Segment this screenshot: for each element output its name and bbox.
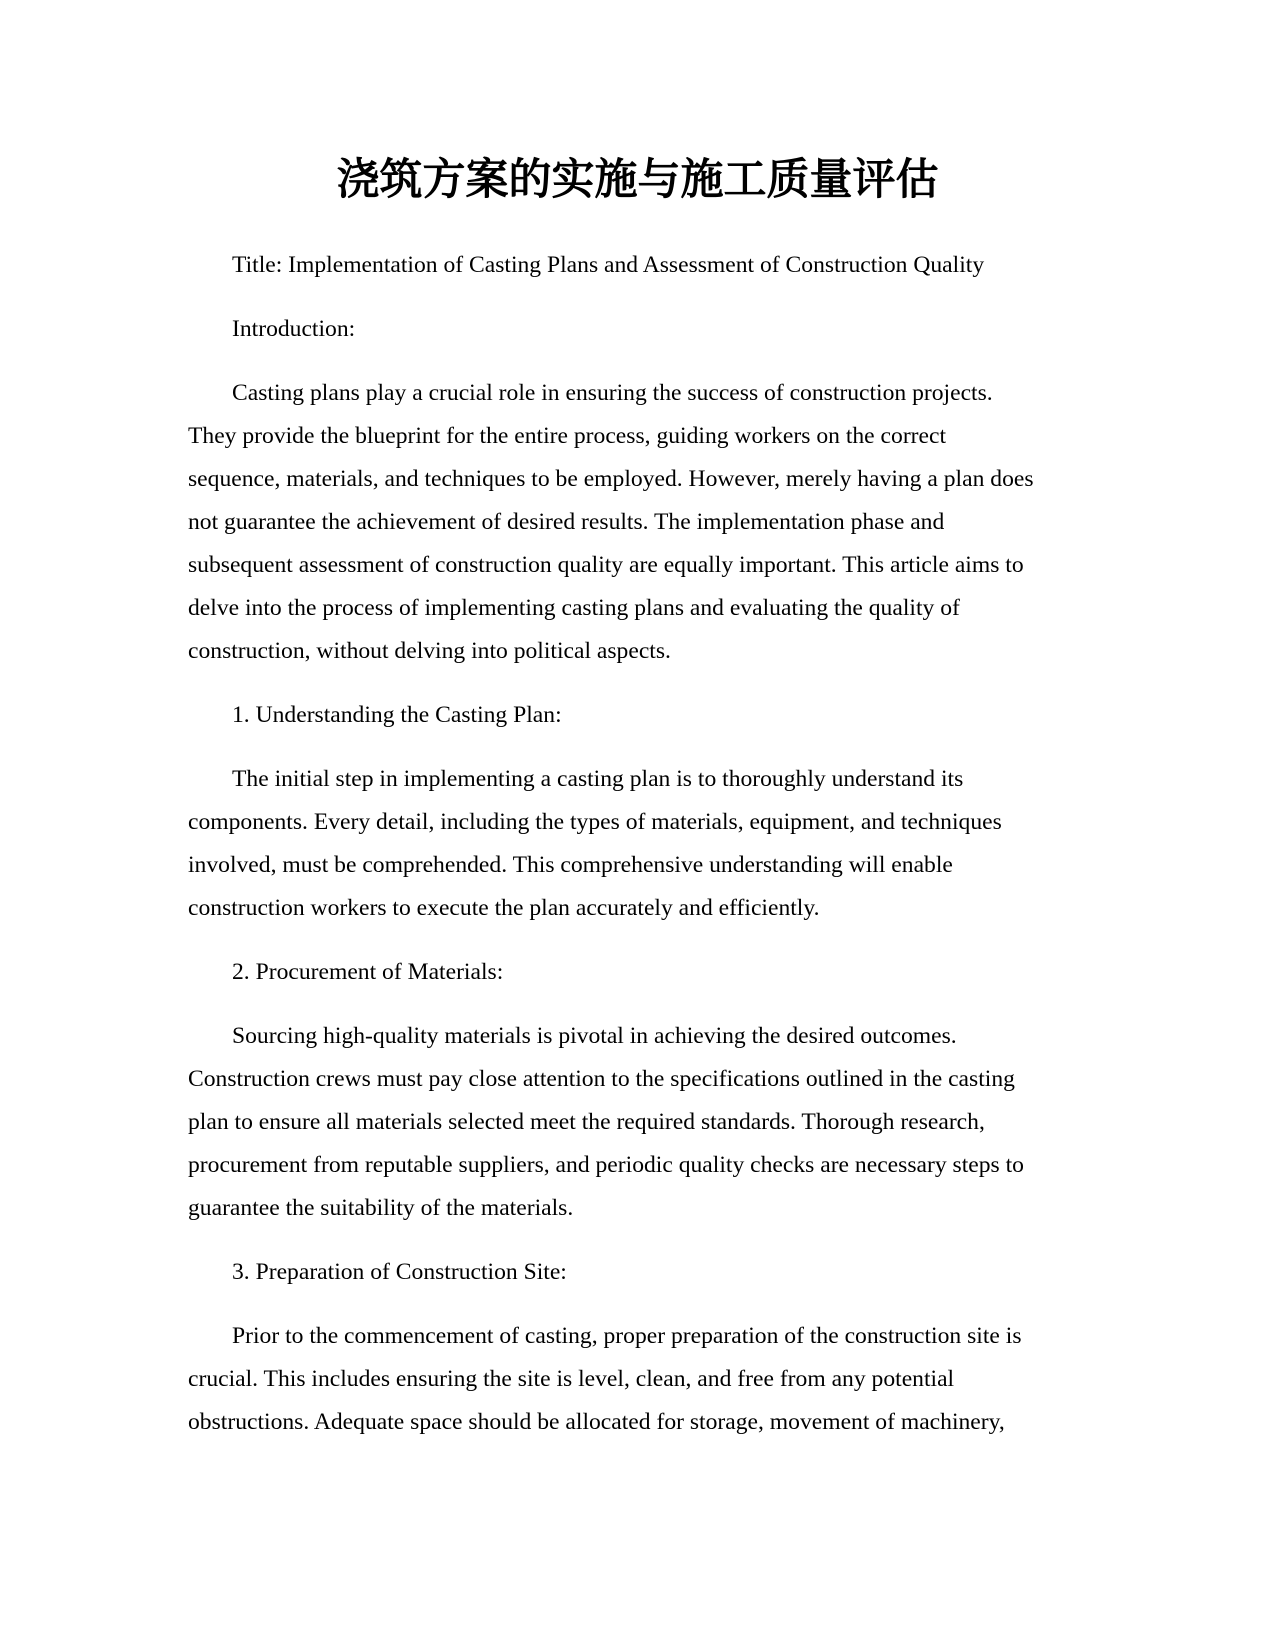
text-line: Construction crews must pay close attention to the specifications outlined in the casting — [188, 1066, 1015, 1092]
paragraph — [188, 1015, 1093, 1230]
paragraph — [188, 308, 1093, 351]
paragraph — [188, 694, 1093, 737]
text-line: sequence, materials, and techniques to be employed. However, merely having a plan does — [188, 466, 1034, 492]
paragraph — [188, 1315, 1093, 1444]
text-line: delve into the process of implementing casting plans and evaluating the quality of — [188, 595, 960, 621]
text-line: Prior to the commencement of casting, proper preparation of the construction site is — [232, 1323, 1022, 1349]
paragraph — [188, 372, 1093, 673]
text-line: obstructions. Adequate space should be allocated for storage, movement of machinery, — [188, 1409, 1005, 1435]
text-line: They provide the blueprint for the entire process, guiding workers on the correct — [188, 423, 947, 449]
paragraph — [188, 244, 1093, 287]
text-line: Casting plans play a crucial role in ensuring the success of construction projects. — [232, 380, 993, 406]
text-line: subsequent assessment of construction quality are equally important. This article aims to — [188, 552, 1024, 578]
text-line: construction workers to execute the plan accurately and efficiently. — [188, 895, 820, 921]
text-line: procurement from reputable suppliers, and periodic quality checks are necessary steps to — [188, 1152, 1024, 1178]
document-body — [188, 244, 1093, 1465]
paragraph — [188, 758, 1093, 930]
text-line: 3. Preparation of Construction Site: — [232, 1259, 567, 1285]
text-line: The initial step in implementing a casting plan is to thoroughly understand its — [232, 766, 964, 792]
text-line: crucial. This includes ensuring the site is level, clean, and free from any potential — [188, 1366, 955, 1392]
text-line: Title: Implementation of Casting Plans and Assessment of Construction Quality — [232, 252, 985, 278]
paragraph — [188, 951, 1093, 994]
paragraph — [188, 1251, 1093, 1294]
text-line: involved, must be comprehended. This comprehensive understanding will enable — [188, 852, 953, 878]
text-line: construction, without delving into political aspects. — [188, 638, 671, 664]
text-line: guarantee the suitability of the materials. — [188, 1195, 574, 1221]
text-line: not guarantee the achievement of desired results. The implementation phase and — [188, 509, 945, 535]
text-line: Sourcing high-quality materials is pivotal in achieving the desired outcomes. — [232, 1023, 957, 1049]
text-line: plan to ensure all materials selected meet the required standards. Thorough research, — [188, 1109, 985, 1135]
text-line: 1. Understanding the Casting Plan: — [232, 702, 562, 728]
text-line: Introduction: — [232, 316, 356, 342]
text-line: 2. Procurement of Materials: — [232, 959, 504, 985]
text-line: components. Every detail, including the types of materials, equipment, and techniques — [188, 809, 1002, 835]
document-title: 浇筑方案的实施与施工质量评估 — [336, 155, 939, 205]
